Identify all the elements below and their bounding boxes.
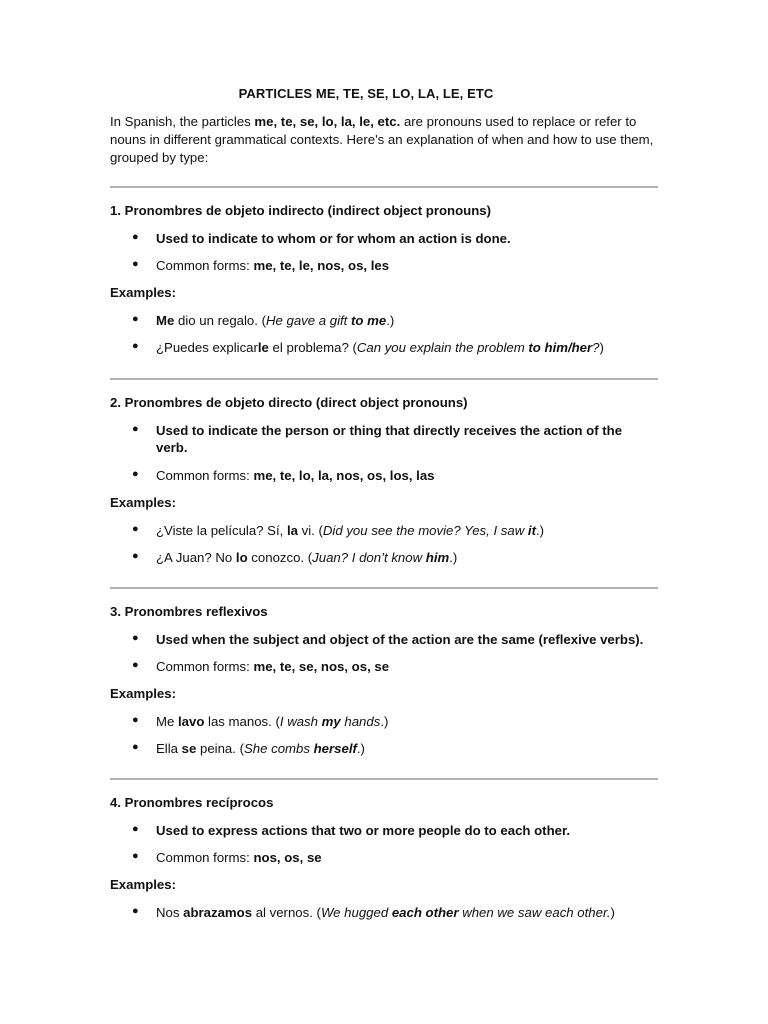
bullet-icon: ● [132, 523, 139, 535]
forms-value: me, te, lo, la, nos, os, los, las [253, 468, 435, 483]
bullet-icon: ● [132, 850, 139, 862]
section-divider [110, 378, 658, 380]
example-item: ¿Viste la película? Sí, la vi. (Did you see the movie? Yes, I saw it.) [156, 523, 545, 538]
forms-value: me, te, se, nos, os, se [253, 659, 390, 674]
usage-item [156, 822, 656, 839]
bullet-icon: ● [132, 714, 139, 726]
usage-text: Used to indicate the person or thing that directly receives the action of the verb. [156, 423, 623, 455]
bullet-icon: ● [132, 659, 139, 671]
bullet-icon: ● [132, 823, 139, 835]
section-heading: 3. Pronombres reflexivos [110, 604, 268, 619]
bullet-icon: ● [132, 423, 139, 435]
intro-text: In Spanish, the particles [110, 114, 255, 129]
section-indirect-object [110, 186, 670, 366]
forms-label: Common forms: [156, 468, 254, 483]
examples-label: Examples: [110, 495, 176, 510]
section-direct-object [110, 378, 670, 568]
bullet-icon: ● [132, 741, 139, 753]
section-reflexive [110, 587, 670, 767]
bullet-icon: ● [132, 550, 139, 562]
intro-particles: me, te, se, lo, la, le, etc. [254, 114, 401, 129]
page-title: PARTICLES ME, TE, SE, LO, LA, LE, ETC [238, 86, 494, 101]
section-heading: 1. Pronombres de objeto indirecto (indirect object pronouns) [110, 203, 492, 218]
examples-label: Examples: [110, 686, 176, 701]
usage-text: Used when the subject and object of the action are the same (reflexive verbs). [156, 632, 644, 647]
forms-value: me, te, le, nos, os, les [253, 258, 390, 273]
forms-label: Common forms: [156, 850, 254, 865]
forms-label: Common forms: [156, 659, 254, 674]
forms-label: Common forms: [156, 258, 254, 273]
section-reciprocal [110, 778, 670, 938]
example-item: ¿Puedes explicarle el problema? (Can you explain the problem to him/her?) [156, 340, 604, 355]
section-divider [110, 186, 658, 188]
section-heading: 2. Pronombres de objeto directo (direct object pronouns) [110, 395, 468, 410]
bullet-icon: ● [132, 340, 139, 352]
bullet-icon: ● [132, 231, 139, 243]
usage-item [156, 230, 656, 247]
forms-item [156, 257, 656, 274]
section-divider [110, 778, 658, 780]
section-heading: 4. Pronombres recíprocos [110, 795, 274, 810]
example-item: Me dio un regalo. (He gave a gift to me.) [156, 313, 395, 328]
bullet-icon: ● [132, 905, 139, 917]
section-divider [110, 587, 658, 589]
example-item: Me lavo las manos. (I wash my hands.) [156, 714, 389, 729]
usage-item [156, 422, 656, 456]
forms-item [156, 658, 656, 675]
bullet-icon: ● [132, 468, 139, 480]
bullet-icon: ● [132, 313, 139, 325]
forms-item [156, 467, 656, 484]
example-item: Nos abrazamos al vernos. (We hugged each other when we saw each other.) [156, 905, 615, 920]
example-item: ¿A Juan? No lo conozco. (Juan? I don’t know him.) [156, 550, 458, 565]
forms-item [156, 849, 656, 866]
forms-value: nos, os, se [253, 850, 322, 865]
example-item: Ella se peina. (She combs herself.) [156, 741, 365, 756]
usage-text: Used to express actions that two or more people do to each other. [156, 823, 571, 838]
examples-label: Examples: [110, 877, 176, 892]
intro-text-rest: are pronouns used to replace or refer to nouns in different grammatical contexts. Here's an explanation of when and how to use them, grouped by type: [110, 114, 654, 165]
usage-item [156, 631, 676, 648]
examples-label: Examples: [110, 285, 176, 300]
intro-paragraph [110, 113, 665, 167]
usage-text: Used to indicate to whom or for whom an action is done. [156, 231, 511, 246]
bullet-icon: ● [132, 258, 139, 270]
bullet-icon: ● [132, 632, 139, 644]
